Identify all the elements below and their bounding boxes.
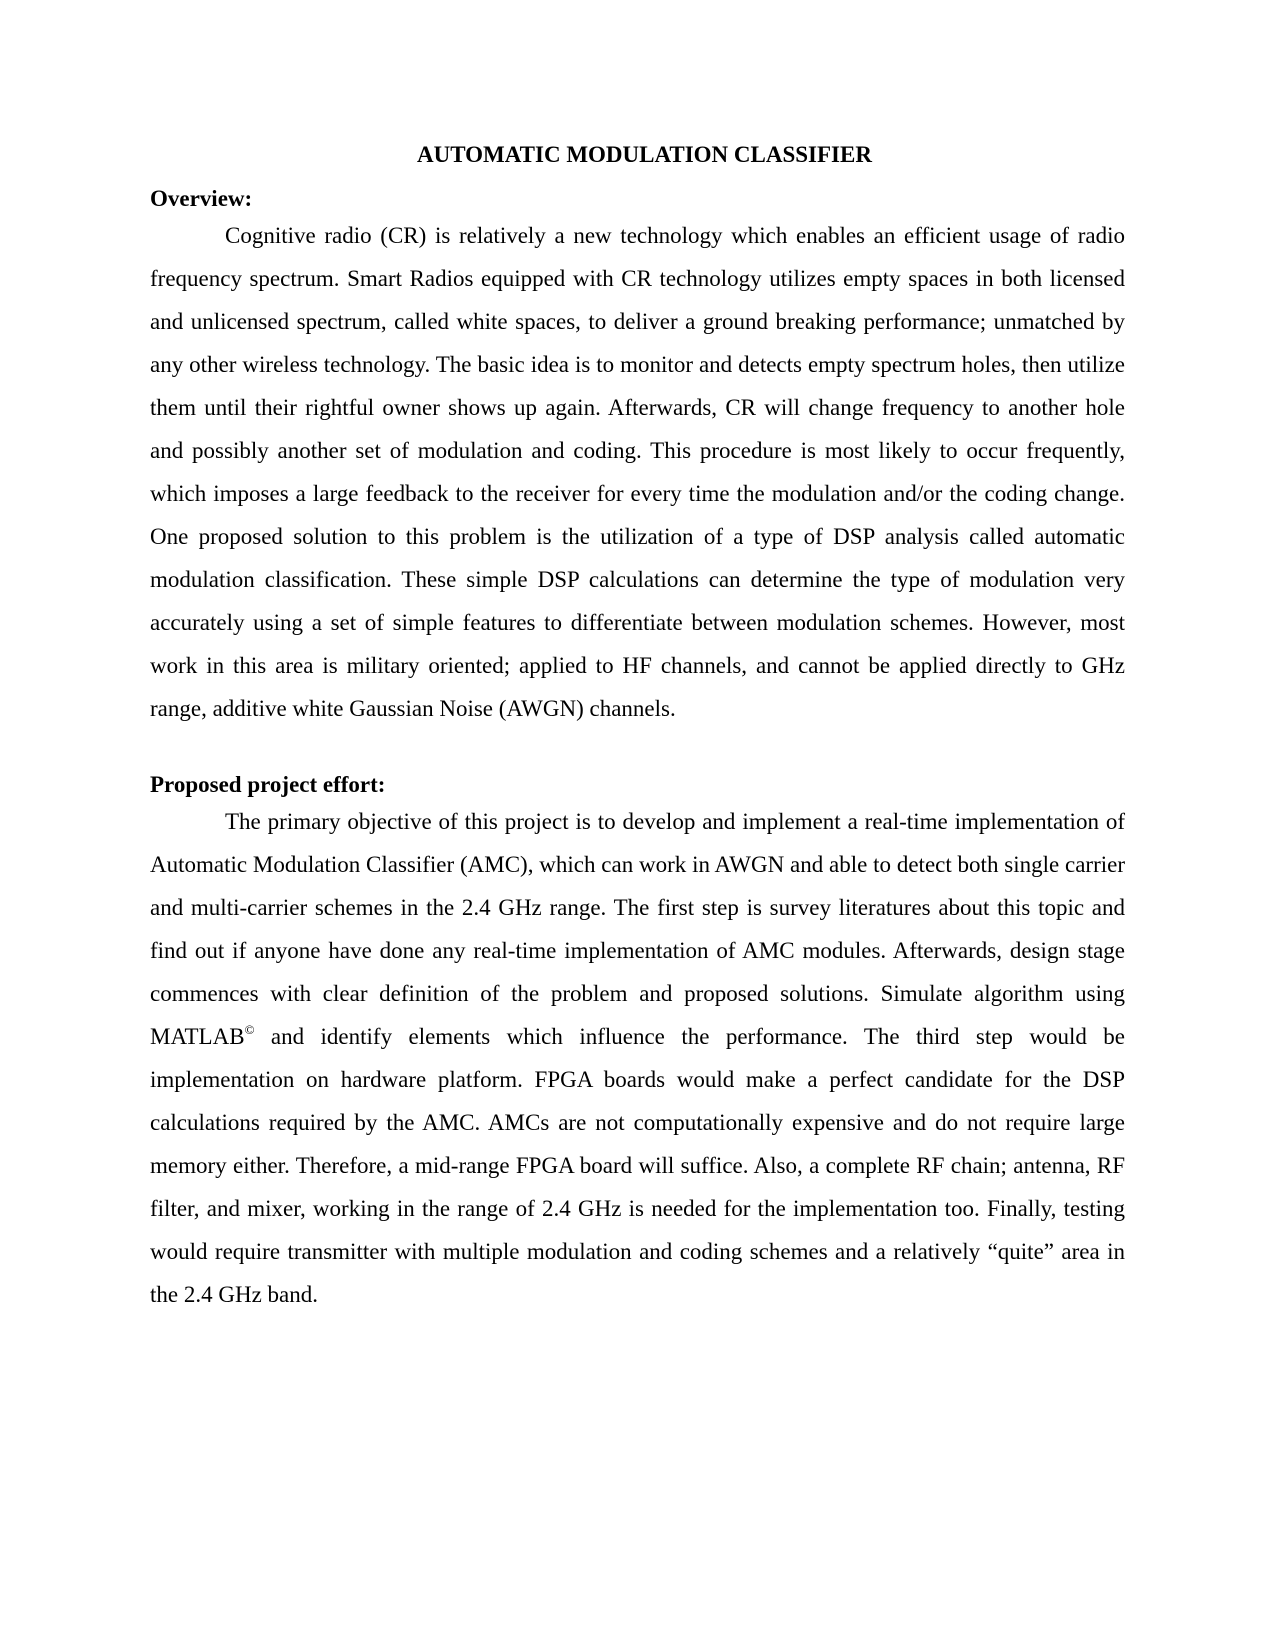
overview-paragraph: Cognitive radio (CR) is relatively a new technology which enables an efficient usage of radio frequency spectrum. Smart Radios equipped with CR technology utilizes empty spaces in both licensed and unlicensed spectrum, called white spaces, to deliver a ground breaking performance; unmatched by any other wireless technology. The basic idea is to monitor and detects empty spectrum holes, then utilize them until their rightful owner shows up again. Afterwards, CR will change frequency to another hole and possibly another set of modulation and coding. This procedure is most likely to occur frequently, which imposes a large feedback to the receiver for every time the modulation and/or the coding change. One proposed solution to this problem is the utilization of a type of DSP analysis called automatic modulation classification. These simple DSP calculations can determine the type of modulation very accurately using a set of simple features to differentiate between modulation schemes. However, most work in this area is military oriented; applied to HF channels, and cannot be applied directly to GHz range, additive white Gaussian Noise (AWGN) channels. xyxy=(150,223,1125,721)
overview-heading: Overview: xyxy=(150,186,253,211)
proposed-effort-paragraph xyxy=(150,800,1125,1316)
proposed-text-part1: The primary objective of this project is to develop and implement a real-time implementation of Automatic Modulation Classifier (AMC), which can work in AWGN and able to detect both single carrier and multi-carrier schemes in the 2.4 GHz range. The first step is survey literatures about this topic and find out if anyone have done any real-time implementation of AMC modules. Afterwards, design stage commences with clear definition of the problem and proposed solutions. Simulate algorithm using MATLAB xyxy=(150,809,1125,1049)
proposed-effort-heading: Proposed project effort: xyxy=(150,772,386,797)
copyright-superscript: © xyxy=(244,1022,255,1037)
document-page xyxy=(150,140,1125,1316)
section-spacer xyxy=(150,730,1125,770)
proposed-text-part2: and identify elements which influence the performance. The third step would be implementation on hardware platform. FPGA boards would make a perfect candidate for the DSP calculations required by the AMC. AMCs are not computationally expensive and do not require large memory either. Therefore, a mid-range FPGA board will suffice. Also, a complete RF chain; antenna, RF filter, and mixer, working in the range of 2.4 GHz is needed for the implementation too. Finally, testing would require transmitter with multiple modulation and coding schemes and a relatively “quite” area in the 2.4 GHz band. xyxy=(150,1024,1125,1307)
document-title: AUTOMATIC MODULATION CLASSIFIER xyxy=(417,142,872,167)
